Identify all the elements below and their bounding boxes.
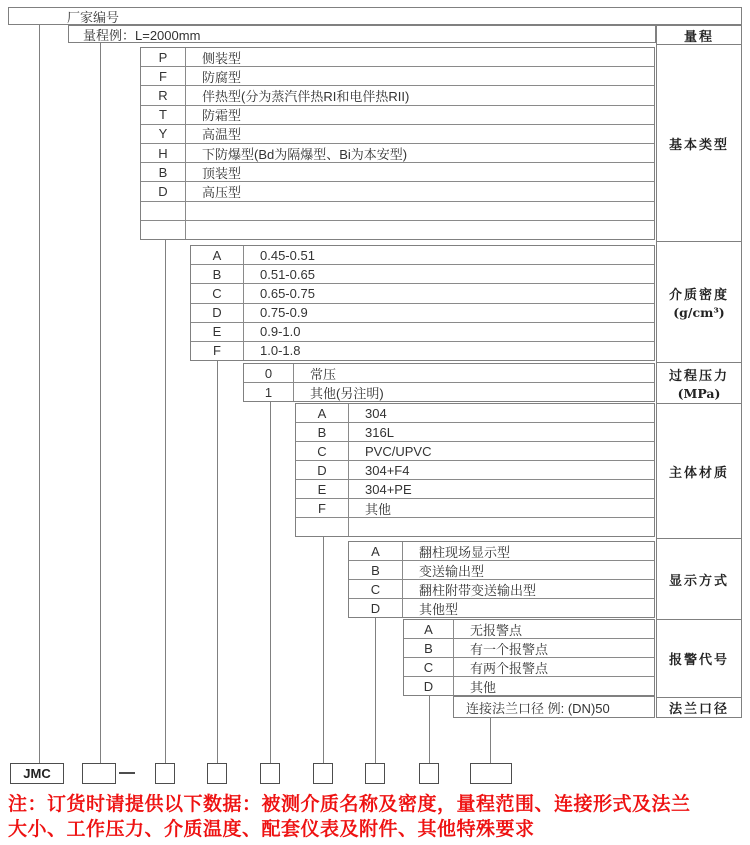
option-row bbox=[141, 66, 654, 85]
option-row-empty bbox=[141, 220, 654, 239]
material-block bbox=[295, 403, 655, 537]
category-label-density: 介质密度 (g/cm³) bbox=[657, 241, 741, 362]
option-desc: 304+F4 bbox=[365, 462, 410, 478]
option-row bbox=[141, 181, 654, 200]
model-prefix-label: JMC bbox=[23, 766, 51, 781]
connector-line-basic-type bbox=[165, 240, 166, 763]
option-code: C bbox=[349, 580, 403, 598]
option-code: 1 bbox=[244, 383, 294, 401]
option-row bbox=[404, 676, 654, 695]
order-note-line1: 注：订货时请提供以下数据：被测介质名称及密度，量程范围、连接形式及法兰 bbox=[8, 794, 691, 815]
option-row bbox=[191, 322, 654, 341]
category-label-display: 显示方式 bbox=[657, 538, 741, 619]
model-dash bbox=[119, 772, 135, 774]
option-desc: 其他(另注明) bbox=[310, 385, 384, 401]
option-row bbox=[349, 560, 654, 579]
option-desc: 其他型 bbox=[419, 601, 459, 617]
option-row bbox=[191, 341, 654, 360]
option-row bbox=[141, 143, 654, 162]
option-row bbox=[141, 48, 654, 66]
order-note bbox=[8, 792, 748, 842]
option-row bbox=[404, 638, 654, 657]
range-example-row bbox=[68, 25, 656, 43]
option-desc bbox=[349, 518, 654, 536]
option-code: P bbox=[141, 48, 186, 66]
option-desc: 其他 bbox=[470, 679, 497, 695]
category-label-flange: 法兰口径 bbox=[657, 697, 741, 717]
flange-size-row bbox=[453, 696, 655, 718]
option-desc: 翻柱现场显示型 bbox=[419, 544, 511, 560]
connector-line-display bbox=[375, 618, 376, 763]
option-code bbox=[141, 202, 186, 220]
option-code: Y bbox=[141, 125, 186, 143]
manufacturer-code-label: 厂家编号 bbox=[67, 9, 120, 25]
option-row bbox=[244, 382, 654, 401]
option-desc: 高温型 bbox=[202, 127, 242, 143]
connector-line-range bbox=[100, 43, 101, 763]
option-desc: 翻柱附带变送输出型 bbox=[419, 582, 537, 598]
option-code: F bbox=[296, 499, 349, 517]
option-row bbox=[296, 441, 654, 460]
option-code: R bbox=[141, 86, 186, 104]
option-desc: 304 bbox=[365, 405, 387, 421]
option-row bbox=[349, 579, 654, 598]
option-code: B bbox=[191, 265, 244, 283]
model-code-box-display bbox=[365, 763, 385, 784]
option-desc: 0.75-0.9 bbox=[260, 305, 308, 321]
option-row bbox=[349, 598, 654, 617]
category-label-range: 量程 bbox=[683, 29, 714, 45]
option-code: B bbox=[141, 163, 186, 181]
option-desc: 伴热型(分为蒸汽伴热RI和电伴热RII) bbox=[202, 89, 410, 105]
option-row bbox=[141, 124, 654, 143]
option-row-empty bbox=[141, 201, 654, 220]
option-desc: 0.45-0.51 bbox=[260, 247, 315, 263]
option-desc: 防霜型 bbox=[202, 108, 242, 124]
option-desc: 高压型 bbox=[202, 185, 242, 201]
option-desc: 0.9-1.0 bbox=[260, 324, 301, 340]
connector-line-manufacturer bbox=[39, 25, 40, 763]
option-code: C bbox=[191, 284, 244, 302]
option-code: B bbox=[349, 561, 403, 579]
connector-line-flange bbox=[490, 718, 491, 763]
option-row bbox=[296, 479, 654, 498]
category-label-pressure: 过程压力 (MPa) bbox=[657, 362, 741, 403]
pressure-block bbox=[243, 363, 655, 402]
option-row bbox=[191, 264, 654, 283]
option-desc: 316L bbox=[365, 424, 394, 440]
option-desc: 有两个报警点 bbox=[470, 660, 549, 676]
option-desc: 下防爆型(Bd为隔爆型、Bi为本安型) bbox=[202, 146, 408, 162]
category-label-alarm: 报警代号 bbox=[657, 619, 741, 697]
option-code: B bbox=[296, 423, 349, 441]
option-desc: 变送输出型 bbox=[419, 563, 485, 579]
option-row bbox=[191, 283, 654, 302]
range-example-label: 量程例：L=2000mm bbox=[83, 27, 201, 43]
option-code: D bbox=[141, 182, 186, 200]
option-row bbox=[296, 460, 654, 479]
option-desc: 侧装型 bbox=[202, 50, 242, 66]
option-code: C bbox=[404, 658, 454, 676]
option-code: E bbox=[191, 323, 244, 341]
option-desc: 304+PE bbox=[365, 481, 412, 497]
option-code: H bbox=[141, 144, 186, 162]
option-code: F bbox=[191, 342, 244, 360]
option-code: F bbox=[141, 67, 186, 85]
option-row bbox=[141, 85, 654, 104]
option-code: C bbox=[296, 442, 349, 460]
option-code: A bbox=[404, 620, 454, 638]
option-code: T bbox=[141, 106, 186, 124]
connector-line-material bbox=[323, 537, 324, 763]
option-row bbox=[191, 303, 654, 322]
option-desc: 防腐型 bbox=[202, 69, 242, 85]
order-note-line2: 大小、工作压力、介质温度、配套仪表及附件、其他特殊要求 bbox=[8, 819, 535, 840]
model-prefix-box bbox=[10, 763, 64, 784]
model-code-box-basic-type bbox=[155, 763, 175, 784]
option-desc bbox=[186, 221, 654, 239]
option-row bbox=[244, 364, 654, 382]
basic-type-block bbox=[140, 47, 655, 240]
option-row bbox=[404, 620, 654, 638]
option-code: 0 bbox=[244, 364, 294, 382]
option-desc: 0.51-0.65 bbox=[260, 266, 315, 282]
option-code: A bbox=[191, 246, 244, 264]
option-row bbox=[296, 498, 654, 517]
category-label-column bbox=[656, 25, 742, 718]
model-code-box-material bbox=[313, 763, 333, 784]
option-code: E bbox=[296, 480, 349, 498]
option-desc: 顶装型 bbox=[202, 165, 242, 181]
model-code-box-density bbox=[207, 763, 227, 784]
option-row bbox=[191, 246, 654, 264]
option-desc: 1.0-1.8 bbox=[260, 343, 301, 359]
option-code bbox=[141, 221, 186, 239]
connector-line-alarm bbox=[429, 696, 430, 763]
option-row bbox=[296, 422, 654, 441]
option-row-empty bbox=[296, 517, 654, 536]
option-row bbox=[141, 162, 654, 181]
option-desc: 有一个报警点 bbox=[470, 641, 549, 657]
option-code: A bbox=[349, 542, 403, 560]
option-code: D bbox=[404, 677, 454, 695]
category-label-basic-type: 基本类型 bbox=[657, 44, 741, 241]
option-row bbox=[349, 542, 654, 560]
option-desc: PVC/UPVC bbox=[365, 443, 432, 459]
option-row bbox=[141, 105, 654, 124]
model-code-box-pressure bbox=[260, 763, 280, 784]
connector-line-density bbox=[217, 361, 218, 763]
model-code-box-flange bbox=[470, 763, 512, 784]
alarm-code-block bbox=[403, 619, 655, 696]
category-label-material: 主体材质 bbox=[657, 403, 741, 538]
option-desc: 无报警点 bbox=[470, 622, 523, 638]
option-desc: 0.65-0.75 bbox=[260, 285, 315, 301]
option-row bbox=[404, 657, 654, 676]
option-code bbox=[296, 518, 349, 536]
model-code-box-alarm bbox=[419, 763, 439, 784]
option-code: B bbox=[404, 639, 454, 657]
manufacturer-code-row bbox=[8, 7, 742, 25]
option-code: D bbox=[191, 304, 244, 322]
connector-line-pressure bbox=[270, 402, 271, 763]
option-code: D bbox=[296, 461, 349, 479]
density-block bbox=[190, 245, 655, 361]
flange-size-label: 连接法兰口径 例: (DN)50 bbox=[466, 700, 610, 716]
model-code-box-range bbox=[82, 763, 116, 784]
option-desc bbox=[186, 202, 654, 220]
display-mode-block bbox=[348, 541, 655, 618]
option-code: A bbox=[296, 404, 349, 422]
option-desc: 常压 bbox=[310, 366, 337, 382]
option-code: D bbox=[349, 599, 403, 617]
option-row bbox=[296, 404, 654, 422]
option-desc: 其他 bbox=[365, 501, 392, 517]
